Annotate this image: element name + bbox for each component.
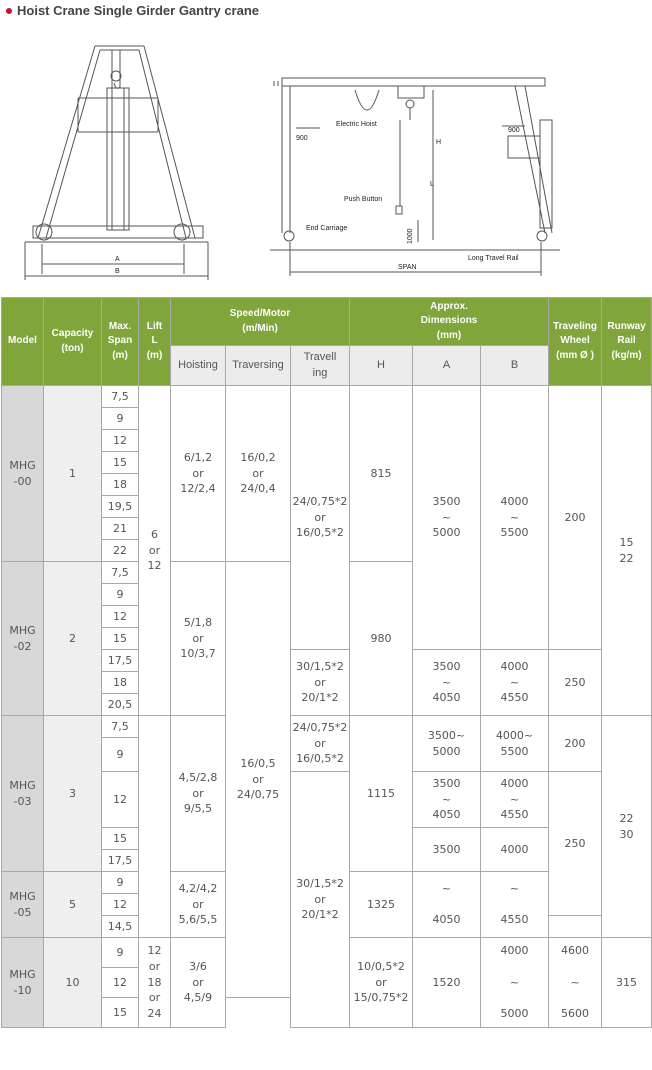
dim-900-right-label: 900 [508, 127, 520, 134]
lift-cell-empty [139, 716, 171, 938]
header-a: A [413, 346, 481, 386]
runway-cell: 22 30 [602, 716, 652, 938]
bullet-icon [6, 8, 12, 14]
span-cell: 17,5 [102, 850, 139, 872]
hoisting-cell: 4,5/2,8 or 9/5,5 [171, 716, 226, 872]
table-row [2, 386, 652, 408]
header-h: H [350, 346, 413, 386]
span-cell: 20,5 [102, 694, 139, 716]
b-cell: 4600 ~ 5600 [549, 938, 602, 1028]
travelling-cell: 24/0,75*2 or 16/0,5*2 [291, 716, 350, 772]
lift-cell: 12 or 18 or 24 [139, 938, 171, 1028]
span-cell: 19,5 [102, 496, 139, 518]
h-cell: 1115 [350, 716, 413, 872]
span-cell: 15 [102, 998, 139, 1028]
page-title [6, 3, 259, 18]
span-cell: 9 [102, 408, 139, 430]
header-runway-rail: Runway Rail (kg/m) [602, 298, 652, 386]
model-cell: MHG -02 [2, 562, 44, 716]
page-title-text: Hoist Crane Single Girder Gantry crane [17, 3, 260, 18]
span-cell: 7,5 [102, 386, 139, 408]
span-cell: 15 [102, 628, 139, 650]
span-cell: 9 [102, 938, 139, 968]
span-cell: 12 [102, 894, 139, 916]
a-cell: 3500 [413, 828, 481, 872]
b-cell: 4000~ 5500 [481, 716, 549, 772]
push-button-label: Push Button [344, 196, 383, 203]
span-cell: 12 [102, 968, 139, 998]
a-cell: ~ 4050 [413, 872, 481, 938]
span-cell: 12 [102, 606, 139, 628]
spec-table [1, 297, 652, 1028]
dim-a-label: A [115, 256, 120, 263]
span-cell: 17,5 [102, 650, 139, 672]
electric-hoist-label: Electric Hoist [336, 121, 377, 128]
model-cell: MHG -05 [2, 872, 44, 938]
traversing-cell: 16/0,2 or 24/0,4 [226, 386, 291, 562]
dim-b-label: B [115, 268, 120, 275]
hoisting-cell: 3/6 or 4,5/9 [171, 938, 226, 1028]
header-lift: Lift L (m) [139, 298, 171, 386]
dim-900-left-label: 900 [296, 135, 308, 142]
header-row [2, 298, 652, 346]
header-speed: Speed/Motor (m/Min) [171, 298, 350, 346]
model-cell: MHG -00 [2, 386, 44, 562]
capacity-cell: 10 [44, 938, 102, 1028]
hoisting-cell: 4,2/4,2 or 5,6/5,5 [171, 872, 226, 938]
b-cell: 4000 ~ 4550 [481, 772, 549, 828]
header-traveling-wheel: Traveling Wheel (mm Ø ) [549, 298, 602, 386]
hoisting-cell: 5/1,8 or 10/3,7 [171, 562, 226, 716]
wheel-cell: 250 [549, 650, 602, 716]
lift-cell: 6 or 12 [139, 386, 171, 716]
capacity-cell: 2 [44, 562, 102, 716]
b-cell: 4000 ~ 4550 [481, 650, 549, 716]
wheel-cell: 250 [549, 772, 602, 916]
span-cell: 7,5 [102, 716, 139, 738]
header-approx-dimensions: Approx. Dimensions (mm) [350, 298, 549, 346]
h-cell: 815 [350, 386, 413, 562]
span-cell: 15 [102, 828, 139, 850]
table-row [2, 716, 652, 738]
b-cell: ~ 4550 [481, 872, 549, 938]
a-cell: 3500 ~ 4050 [413, 772, 481, 828]
hoisting-cell: 6/1,2 or 12/2,4 [171, 386, 226, 562]
dim-l-label: L [430, 181, 434, 188]
a-cell: 3500 ~ 5000 [413, 386, 481, 650]
wheel-cell: 200 [549, 386, 602, 650]
wheel-cell: 315 [602, 938, 652, 1028]
traversing-cell: 10/0,5*2 or 15/0,75*2 [350, 938, 413, 1028]
span-cell: 14,5 [102, 916, 139, 938]
header-traversing: Traversing [226, 346, 291, 386]
header-capacity: Capacity (ton) [44, 298, 102, 386]
traversing-cell: 16/0,5 or 24/0,75 [226, 562, 291, 998]
model-cell: MHG -10 [2, 938, 44, 1028]
header-max-span: Max. Span (m) [102, 298, 139, 386]
travelling-cell: 30/1,5*2 or 20/1*2 [291, 772, 350, 1028]
capacity-cell: 3 [44, 716, 102, 872]
span-cell: 7,5 [102, 562, 139, 584]
h-cell: 980 [350, 562, 413, 716]
h-cell: 1520 [413, 938, 481, 1028]
span-cell: 18 [102, 474, 139, 496]
span-cell: 9 [102, 738, 139, 772]
span-cell: 21 [102, 518, 139, 540]
span-cell: 18 [102, 672, 139, 694]
crane-drawing [0, 28, 652, 290]
span-cell: 9 [102, 872, 139, 894]
header-hoisting: Hoisting [171, 346, 226, 386]
b-cell: 4000 [481, 828, 549, 872]
end-carriage-label: End Carriage [306, 225, 348, 232]
dim-1000-label: 1000 [407, 228, 414, 244]
a-cell: 3500~ 5000 [413, 716, 481, 772]
span-cell: 12 [102, 772, 139, 828]
h-cell: 1325 [350, 872, 413, 938]
header-b: B [481, 346, 549, 386]
span-cell: 15 [102, 452, 139, 474]
wheel-cell: 200 [549, 716, 602, 772]
span-cell: 12 [102, 430, 139, 452]
span-cell: 22 [102, 540, 139, 562]
capacity-cell: 1 [44, 386, 102, 562]
header-travelling: Travell ing [291, 346, 350, 386]
travelling-cell: 30/1,5*2 or 20/1*2 [291, 650, 350, 716]
runway-cell: 15 22 [602, 386, 652, 716]
long-travel-rail-label: Long Travel Rail [468, 255, 519, 262]
a-cell: 4000 ~ 5000 [481, 938, 549, 1028]
span-label: SPAN [398, 264, 417, 271]
header-model: Model [2, 298, 44, 386]
travelling-cell: 24/0,75*2 or 16/0,5*2 [291, 386, 350, 650]
span-cell: 9 [102, 584, 139, 606]
dim-h-label: H [436, 139, 442, 146]
model-cell: MHG -03 [2, 716, 44, 872]
a-cell: 3500 ~ 4050 [413, 650, 481, 716]
b-cell: 4000 ~ 5500 [481, 386, 549, 650]
capacity-cell: 5 [44, 872, 102, 938]
